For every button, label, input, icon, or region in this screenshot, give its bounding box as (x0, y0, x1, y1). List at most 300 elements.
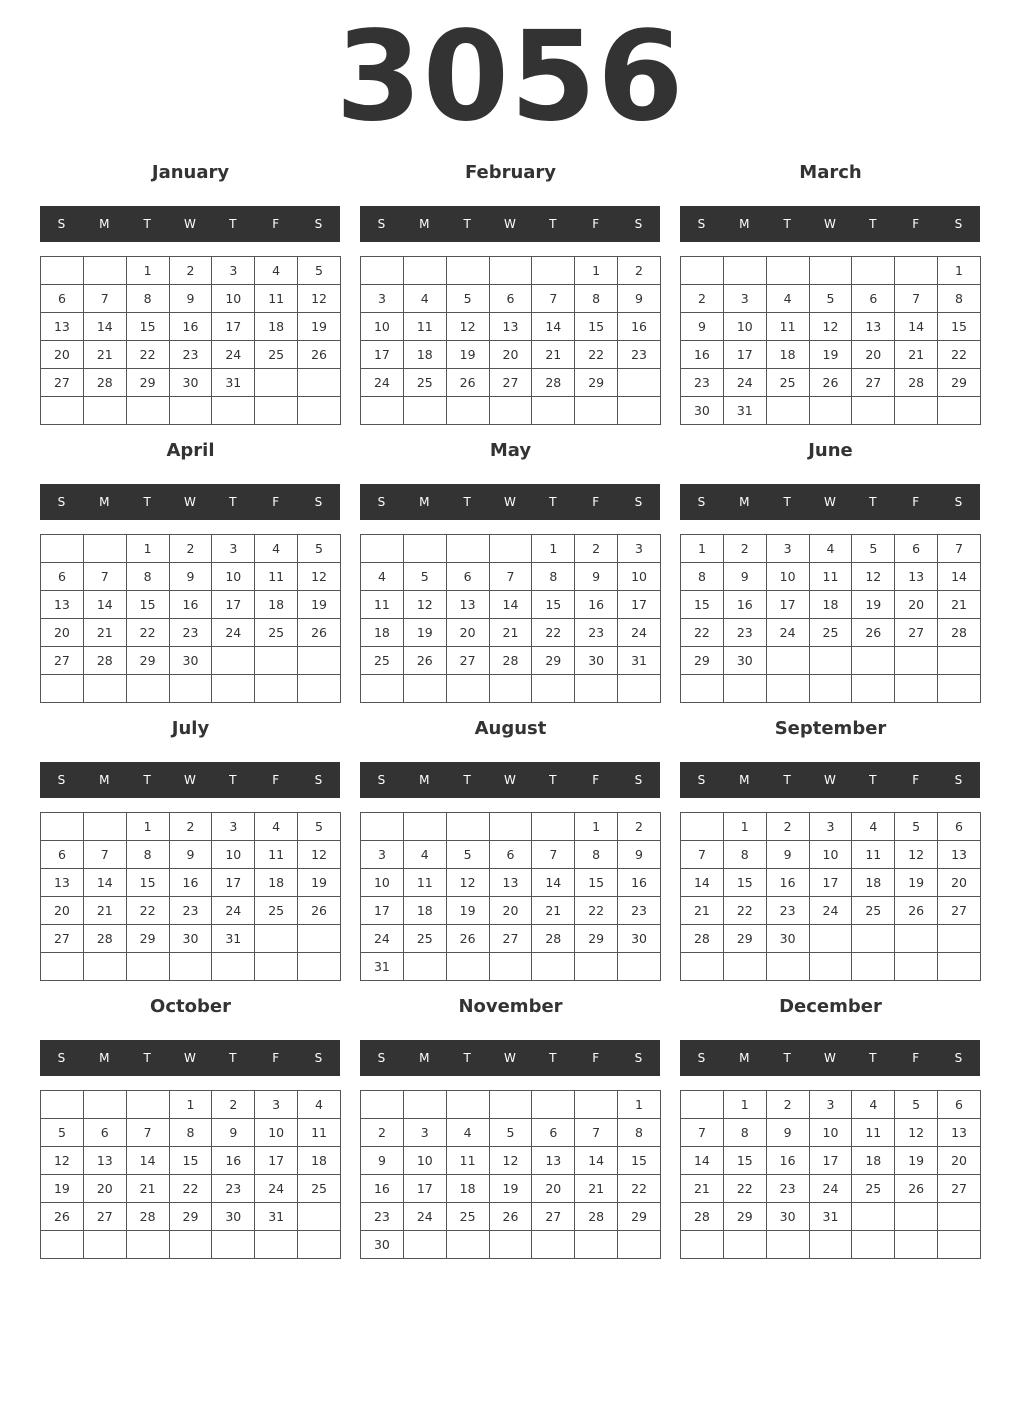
weekday-label: M (419, 773, 430, 787)
empty-cell (83, 1091, 126, 1119)
weekday-label: S (634, 495, 643, 509)
day-cell: 5 (298, 535, 341, 563)
day-cell: 8 (575, 841, 618, 869)
day-cell: 19 (298, 869, 341, 897)
week-row (361, 1175, 661, 1203)
month-title: October (150, 996, 231, 1017)
day-cell: 20 (41, 619, 84, 647)
week-row (41, 619, 341, 647)
day-cell: 22 (723, 1175, 766, 1203)
day-cell: 21 (126, 1175, 169, 1203)
day-cell: 30 (575, 647, 618, 675)
day-cell: 17 (723, 341, 766, 369)
day-cell: 25 (852, 897, 895, 925)
empty-cell (361, 397, 404, 425)
empty-cell (212, 675, 255, 703)
weekday-label: F (912, 495, 920, 509)
empty-cell (298, 1231, 341, 1259)
day-cell: 11 (255, 841, 298, 869)
weekday-label: T (783, 1051, 791, 1065)
day-grid (360, 256, 661, 425)
day-cell: 15 (618, 1147, 661, 1175)
week-row (41, 341, 341, 369)
day-cell: 21 (575, 1175, 618, 1203)
day-cell: 9 (766, 841, 809, 869)
day-cell: 26 (895, 1175, 938, 1203)
empty-cell (255, 647, 298, 675)
day-cell: 25 (446, 1203, 489, 1231)
day-cell: 21 (532, 341, 575, 369)
day-cell: 4 (403, 285, 446, 313)
empty-cell (809, 1231, 852, 1259)
empty-cell (723, 1231, 766, 1259)
day-cell: 3 (361, 285, 404, 313)
empty-cell (212, 647, 255, 675)
day-cell: 12 (403, 591, 446, 619)
weekday-label: W (504, 773, 516, 787)
day-cell: 15 (575, 869, 618, 897)
empty-cell (255, 369, 298, 397)
day-cell: 14 (681, 1147, 724, 1175)
day-cell: 8 (575, 285, 618, 313)
day-cell: 16 (766, 1147, 809, 1175)
day-cell: 21 (681, 1175, 724, 1203)
day-cell: 20 (852, 341, 895, 369)
empty-cell (852, 647, 895, 675)
empty-cell (361, 675, 404, 703)
day-cell: 11 (255, 285, 298, 313)
empty-cell (618, 1231, 661, 1259)
year-title: 3056 (335, 5, 685, 149)
weekday-label: S (57, 495, 66, 509)
weekday-label: F (592, 217, 600, 231)
day-cell: 4 (255, 257, 298, 285)
weekday-label: S (57, 217, 66, 231)
day-cell: 15 (532, 591, 575, 619)
day-cell: 25 (298, 1175, 341, 1203)
day-cell: 17 (403, 1175, 446, 1203)
day-cell: 1 (575, 257, 618, 285)
day-cell: 1 (532, 535, 575, 563)
week-row (41, 369, 341, 397)
day-cell: 11 (361, 591, 404, 619)
day-grid (360, 534, 661, 703)
day-cell: 8 (618, 1119, 661, 1147)
day-cell: 25 (255, 341, 298, 369)
day-cell: 18 (255, 869, 298, 897)
empty-cell (895, 675, 938, 703)
month-title: September (774, 718, 887, 739)
day-cell: 12 (489, 1147, 532, 1175)
weekday-label: M (739, 495, 750, 509)
day-cell: 29 (723, 1203, 766, 1231)
day-cell: 30 (766, 925, 809, 953)
day-cell: 15 (938, 313, 981, 341)
week-row (361, 953, 661, 981)
day-cell: 10 (809, 841, 852, 869)
weekday-label: F (912, 217, 920, 231)
day-cell: 25 (255, 619, 298, 647)
day-cell: 16 (169, 313, 212, 341)
day-cell: 1 (723, 813, 766, 841)
day-cell: 18 (852, 1147, 895, 1175)
weekday-header (40, 762, 340, 798)
day-cell: 22 (126, 341, 169, 369)
day-cell: 26 (809, 369, 852, 397)
week-row (41, 925, 341, 953)
empty-cell (852, 1203, 895, 1231)
day-cell: 24 (212, 619, 255, 647)
day-cell: 28 (938, 619, 981, 647)
empty-cell (41, 1091, 84, 1119)
empty-cell (532, 813, 575, 841)
day-cell: 4 (361, 563, 404, 591)
day-cell: 24 (723, 369, 766, 397)
empty-cell (255, 675, 298, 703)
weekday-label: T (869, 495, 877, 509)
weekday-header (680, 484, 980, 520)
day-cell: 3 (766, 535, 809, 563)
day-cell: 2 (766, 813, 809, 841)
day-cell: 30 (618, 925, 661, 953)
week-row (41, 1091, 341, 1119)
day-cell: 27 (895, 619, 938, 647)
weekday-label: T (143, 773, 151, 787)
day-cell: 11 (852, 1119, 895, 1147)
weekday-label: T (549, 217, 557, 231)
day-cell: 3 (212, 535, 255, 563)
day-cell: 28 (83, 369, 126, 397)
week-row (41, 257, 341, 285)
day-cell: 4 (852, 813, 895, 841)
empty-cell (532, 953, 575, 981)
day-cell: 6 (489, 841, 532, 869)
weekday-label: S (314, 217, 323, 231)
day-cell: 21 (532, 897, 575, 925)
empty-cell (41, 813, 84, 841)
empty-cell (532, 1091, 575, 1119)
month-title: August (474, 718, 547, 739)
empty-cell (361, 257, 404, 285)
day-cell: 9 (169, 285, 212, 313)
day-cell: 8 (126, 841, 169, 869)
day-grid (360, 812, 661, 981)
empty-cell (938, 675, 981, 703)
day-cell: 14 (532, 869, 575, 897)
day-cell: 8 (126, 285, 169, 313)
empty-cell (895, 925, 938, 953)
day-cell: 27 (852, 369, 895, 397)
day-cell: 21 (895, 341, 938, 369)
empty-cell (41, 257, 84, 285)
day-cell: 3 (809, 1091, 852, 1119)
day-cell: 29 (532, 647, 575, 675)
empty-cell (895, 397, 938, 425)
weekday-header (360, 762, 660, 798)
day-cell: 8 (169, 1119, 212, 1147)
empty-cell (489, 1091, 532, 1119)
empty-cell (809, 675, 852, 703)
day-cell: 12 (895, 841, 938, 869)
day-cell: 1 (938, 257, 981, 285)
day-cell: 2 (681, 285, 724, 313)
empty-cell (575, 1091, 618, 1119)
weekday-label: S (634, 217, 643, 231)
day-cell: 22 (575, 897, 618, 925)
day-cell: 7 (532, 285, 575, 313)
empty-cell (83, 535, 126, 563)
day-cell: 26 (298, 619, 341, 647)
day-cell: 6 (852, 285, 895, 313)
day-cell: 8 (532, 563, 575, 591)
empty-cell (83, 675, 126, 703)
day-grid (40, 534, 341, 703)
weekday-label: S (314, 495, 323, 509)
day-cell: 16 (723, 591, 766, 619)
day-cell: 20 (895, 591, 938, 619)
day-cell: 15 (575, 313, 618, 341)
day-cell: 5 (298, 257, 341, 285)
day-cell: 4 (403, 841, 446, 869)
day-cell: 18 (446, 1175, 489, 1203)
weekday-label: S (954, 495, 963, 509)
day-cell: 27 (938, 1175, 981, 1203)
empty-cell (403, 1091, 446, 1119)
weekday-header (360, 206, 660, 242)
day-cell: 12 (852, 563, 895, 591)
weekday-label: F (592, 1051, 600, 1065)
day-cell: 10 (618, 563, 661, 591)
day-cell: 20 (41, 897, 84, 925)
weekday-label: M (99, 495, 110, 509)
empty-cell (618, 397, 661, 425)
day-cell: 16 (575, 591, 618, 619)
day-cell: 8 (126, 563, 169, 591)
day-cell: 5 (403, 563, 446, 591)
day-cell: 23 (169, 619, 212, 647)
empty-cell (532, 1231, 575, 1259)
empty-cell (298, 675, 341, 703)
week-row (41, 535, 341, 563)
day-cell: 23 (212, 1175, 255, 1203)
day-cell: 10 (361, 869, 404, 897)
weekday-label: W (824, 1051, 836, 1065)
empty-cell (489, 813, 532, 841)
day-cell: 13 (41, 591, 84, 619)
day-cell: 18 (255, 591, 298, 619)
day-cell: 10 (809, 1119, 852, 1147)
weekday-label: T (549, 773, 557, 787)
day-cell: 26 (298, 341, 341, 369)
day-cell: 5 (809, 285, 852, 313)
day-cell: 14 (126, 1147, 169, 1175)
empty-cell (938, 1203, 981, 1231)
day-cell: 13 (489, 869, 532, 897)
day-cell: 27 (41, 369, 84, 397)
month-title: November (458, 996, 563, 1017)
day-cell: 25 (403, 925, 446, 953)
day-cell: 29 (618, 1203, 661, 1231)
empty-cell (575, 1231, 618, 1259)
day-cell: 2 (618, 257, 661, 285)
day-cell: 16 (169, 591, 212, 619)
week-row (361, 1203, 661, 1231)
weekday-label: S (954, 217, 963, 231)
day-cell: 28 (575, 1203, 618, 1231)
week-row (41, 397, 341, 425)
week-row (361, 591, 661, 619)
empty-cell (895, 1203, 938, 1231)
week-row (361, 1091, 661, 1119)
day-cell: 4 (255, 813, 298, 841)
empty-cell (681, 1231, 724, 1259)
empty-cell (681, 813, 724, 841)
weekday-label: W (504, 1051, 516, 1065)
day-cell: 3 (618, 535, 661, 563)
empty-cell (126, 953, 169, 981)
empty-cell (298, 925, 341, 953)
week-row (41, 1231, 341, 1259)
day-cell: 28 (126, 1203, 169, 1231)
day-cell: 25 (766, 369, 809, 397)
day-cell: 25 (361, 647, 404, 675)
day-cell: 13 (446, 591, 489, 619)
empty-cell (852, 925, 895, 953)
day-cell: 11 (255, 563, 298, 591)
empty-cell (532, 397, 575, 425)
empty-cell (895, 647, 938, 675)
weekday-label: T (783, 495, 791, 509)
day-cell: 9 (618, 841, 661, 869)
day-cell: 27 (446, 647, 489, 675)
day-cell: 13 (938, 1119, 981, 1147)
day-cell: 17 (809, 869, 852, 897)
weekday-label: M (419, 1051, 430, 1065)
day-cell: 1 (618, 1091, 661, 1119)
empty-cell (895, 1231, 938, 1259)
week-row (681, 535, 981, 563)
day-cell: 6 (938, 1091, 981, 1119)
week-row (41, 1203, 341, 1231)
day-cell: 29 (723, 925, 766, 953)
weekday-label: T (463, 1051, 471, 1065)
day-cell: 25 (809, 619, 852, 647)
day-cell: 11 (446, 1147, 489, 1175)
day-cell: 26 (895, 897, 938, 925)
weekday-label: M (99, 217, 110, 231)
day-cell: 10 (212, 285, 255, 313)
day-cell: 4 (255, 535, 298, 563)
empty-cell (852, 953, 895, 981)
weekday-label: T (783, 773, 791, 787)
week-row (681, 925, 981, 953)
day-cell: 19 (809, 341, 852, 369)
week-row (361, 341, 661, 369)
empty-cell (83, 257, 126, 285)
day-cell: 30 (169, 647, 212, 675)
day-cell: 23 (766, 1175, 809, 1203)
week-row (41, 1119, 341, 1147)
day-cell: 28 (681, 925, 724, 953)
weekday-label: W (824, 773, 836, 787)
day-cell: 5 (41, 1119, 84, 1147)
empty-cell (446, 675, 489, 703)
week-row (361, 397, 661, 425)
empty-cell (446, 535, 489, 563)
day-cell: 18 (403, 897, 446, 925)
day-cell: 14 (895, 313, 938, 341)
weekday-label: F (592, 773, 600, 787)
day-cell: 25 (255, 897, 298, 925)
empty-cell (126, 1091, 169, 1119)
week-row (41, 591, 341, 619)
day-cell: 23 (575, 619, 618, 647)
day-cell: 10 (361, 313, 404, 341)
day-cell: 9 (575, 563, 618, 591)
day-cell: 11 (403, 313, 446, 341)
day-cell: 7 (83, 285, 126, 313)
day-cell: 4 (766, 285, 809, 313)
week-row (361, 1147, 661, 1175)
week-row (681, 563, 981, 591)
week-row (41, 1147, 341, 1175)
empty-cell (83, 1231, 126, 1259)
day-cell: 15 (723, 869, 766, 897)
week-row (681, 619, 981, 647)
weekday-label: S (697, 495, 706, 509)
weekday-label: T (463, 495, 471, 509)
day-cell: 19 (298, 313, 341, 341)
empty-cell (489, 675, 532, 703)
day-cell: 15 (681, 591, 724, 619)
weekday-label: S (57, 773, 66, 787)
day-cell: 1 (575, 813, 618, 841)
week-row (681, 285, 981, 313)
day-cell: 2 (169, 257, 212, 285)
empty-cell (618, 369, 661, 397)
weekday-label: T (229, 495, 237, 509)
week-row (681, 1147, 981, 1175)
week-row (41, 313, 341, 341)
day-cell: 27 (83, 1203, 126, 1231)
week-row (41, 953, 341, 981)
day-cell: 29 (575, 369, 618, 397)
empty-cell (83, 953, 126, 981)
day-cell: 26 (403, 647, 446, 675)
weekday-label: T (143, 495, 151, 509)
day-cell: 23 (169, 897, 212, 925)
day-cell: 22 (575, 341, 618, 369)
day-cell: 17 (618, 591, 661, 619)
day-cell: 3 (212, 813, 255, 841)
week-row (681, 1119, 981, 1147)
week-row (361, 869, 661, 897)
day-cell: 7 (83, 563, 126, 591)
day-cell: 12 (298, 285, 341, 313)
day-cell: 16 (618, 313, 661, 341)
day-cell: 27 (489, 925, 532, 953)
day-cell: 17 (255, 1147, 298, 1175)
week-row (681, 813, 981, 841)
day-cell: 7 (83, 841, 126, 869)
weekday-label: T (549, 1051, 557, 1065)
day-cell: 13 (41, 313, 84, 341)
day-cell: 23 (361, 1203, 404, 1231)
day-cell: 6 (446, 563, 489, 591)
week-row (681, 591, 981, 619)
weekday-label: W (184, 1051, 196, 1065)
week-row (361, 675, 661, 703)
